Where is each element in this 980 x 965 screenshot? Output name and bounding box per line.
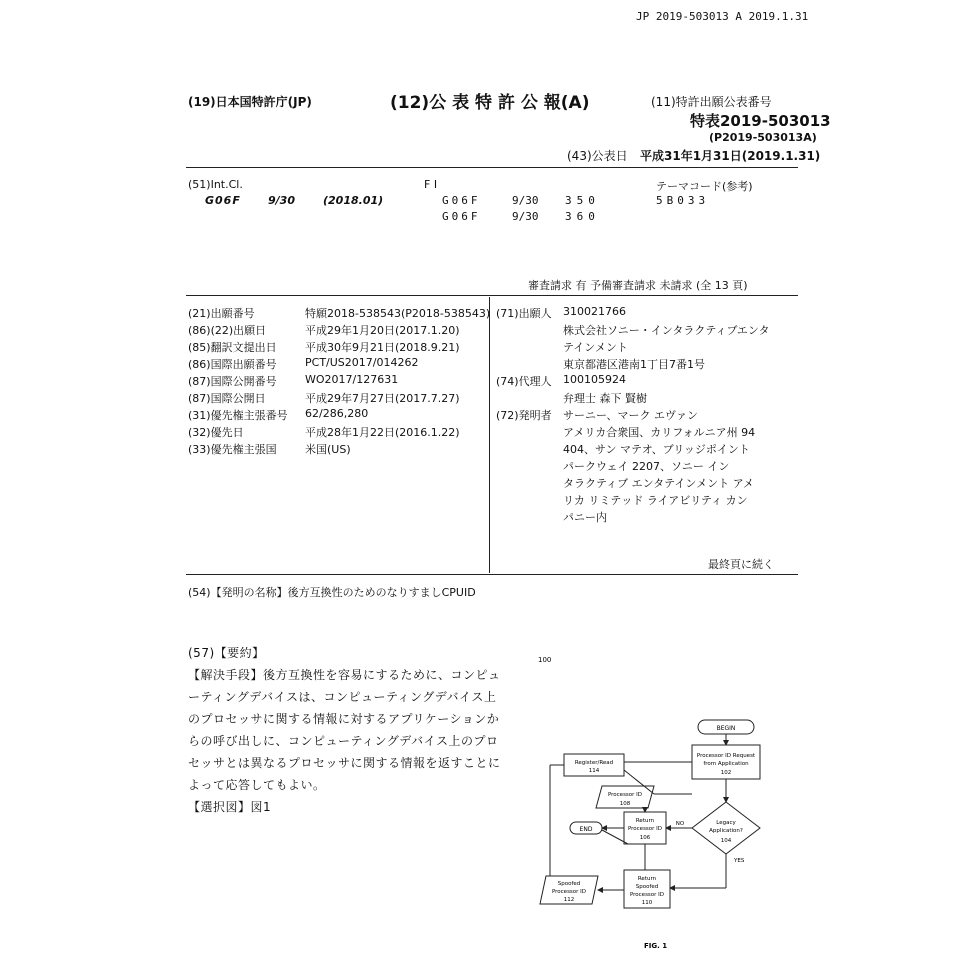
svg-text:104: 104 bbox=[720, 838, 732, 844]
svg-text:110: 110 bbox=[641, 900, 653, 906]
inventor-line: タラクティブ エンタテインメント アメ bbox=[563, 477, 754, 490]
theme-code-label: テーマコード(参考) bbox=[656, 180, 753, 193]
abstract-figure-ref: 【選択図】図1 bbox=[188, 800, 272, 814]
continued-note: 最終頁に続く bbox=[708, 558, 774, 571]
intcl-version: (2018.01) bbox=[323, 194, 384, 207]
intcl-code: G06F bbox=[205, 194, 241, 207]
fi-label: F I bbox=[424, 178, 438, 191]
inventor-line: アメリカ合衆国、カリフォルニア州 94 bbox=[563, 426, 756, 439]
svg-text:102: 102 bbox=[720, 770, 732, 776]
svg-text:Application?: Application? bbox=[709, 828, 743, 834]
inventor-line: リカ リミテッド ライアビリティ カン bbox=[563, 494, 748, 507]
return-processor-id-box bbox=[624, 812, 666, 844]
bib-label: (86)(22)出願日 bbox=[188, 324, 267, 337]
theme-code: 5B033 bbox=[656, 194, 710, 207]
svg-text:from Application: from Application bbox=[703, 761, 749, 767]
bib-label: (85)翻訳文提出日 bbox=[188, 341, 277, 354]
abstract-line: ーティングデバイスは、コンピューティングデバイス上 bbox=[188, 690, 497, 704]
no-label: NO bbox=[675, 821, 685, 827]
bib-value: PCT/US2017/014262 bbox=[305, 356, 419, 369]
abstract-label: (57)【要約】 bbox=[188, 646, 265, 660]
inventor-label: (72)発明者 bbox=[496, 409, 552, 422]
bib-label: (31)優先権主張番号 bbox=[188, 409, 288, 422]
fi-code: G06F bbox=[442, 194, 481, 207]
svg-text:108: 108 bbox=[619, 801, 631, 807]
bib-value: 平成29年1月20日(2017.1.20) bbox=[305, 324, 460, 337]
svg-text:Processor ID: Processor ID bbox=[551, 889, 587, 895]
svg-text:Processor ID: Processor ID bbox=[627, 826, 663, 832]
publication-date-label: (43)公表日 bbox=[567, 149, 628, 163]
bib-label: (87)国際公開番号 bbox=[188, 375, 277, 388]
yes-label: YES bbox=[734, 858, 745, 864]
divider-line bbox=[186, 295, 798, 296]
figure-caption: FIG. 1 bbox=[644, 942, 668, 950]
abstract-line: らの呼び出しに、コンピューティングデバイス上のプロ bbox=[188, 734, 499, 748]
divider-line bbox=[186, 574, 798, 575]
svg-text:Return: Return bbox=[637, 876, 657, 882]
applicant-line: 株式会社ソニー・インタラクティブエンタ bbox=[563, 324, 770, 337]
svg-text:Legacy: Legacy bbox=[716, 820, 736, 826]
bib-label: (21)出願番号 bbox=[188, 307, 255, 320]
patent-office: (19)日本国特許庁(JP) bbox=[188, 95, 312, 109]
bib-label: (86)国際出願番号 bbox=[188, 358, 277, 371]
svg-text:END: END bbox=[579, 826, 593, 833]
bib-value: 平成30年9月21日(2018.9.21) bbox=[305, 341, 460, 354]
end-terminal bbox=[570, 822, 602, 834]
inventor-line: パークウェイ 2207、ソニー イン bbox=[563, 460, 730, 473]
decision-diamond bbox=[692, 802, 760, 854]
agent-line: 弁理士 森下 賢樹 bbox=[563, 392, 647, 405]
column-divider bbox=[489, 297, 490, 573]
svg-text:106: 106 bbox=[639, 835, 651, 841]
abstract-line: よって応答してもよい。 bbox=[188, 778, 326, 792]
fi-sub: 360 bbox=[565, 210, 600, 223]
return-spoofed-box bbox=[624, 870, 670, 908]
svg-text:Processor ID: Processor ID bbox=[629, 892, 665, 898]
intcl-label: (51)Int.Cl. bbox=[188, 178, 243, 191]
publication-number: 特表2019-503013 bbox=[690, 112, 831, 130]
bib-label: (33)優先権主張国 bbox=[188, 443, 277, 456]
inventor-line: パニー内 bbox=[563, 511, 607, 524]
spoofed-processor-id-data bbox=[540, 876, 598, 904]
svg-text:Return: Return bbox=[635, 818, 655, 824]
begin-terminal bbox=[698, 720, 754, 734]
svg-text:BEGIN: BEGIN bbox=[716, 725, 736, 732]
fi-group: 9/30 bbox=[512, 194, 539, 207]
svg-text:Processor ID Request: Processor ID Request bbox=[696, 753, 756, 759]
svg-text:114: 114 bbox=[588, 768, 600, 774]
publication-date: 平成31年1月31日(2019.1.31) bbox=[640, 149, 821, 163]
examination-status: 審査請求 有 予備審査請求 未請求 (全 13 頁) bbox=[528, 279, 748, 292]
publication-sub-number: (P2019-503013A) bbox=[709, 131, 817, 144]
bib-value: 米国(US) bbox=[305, 443, 351, 456]
figure-ref-number: 100 bbox=[538, 656, 552, 664]
fi-group: 9/30 bbox=[512, 210, 539, 223]
abstract-line: セッサとは異なるプロセッサに関する情報を返すことに bbox=[188, 756, 501, 770]
applicant-line: 東京都港区港南1丁目7番1号 bbox=[563, 358, 705, 371]
fi-code: G06F bbox=[442, 210, 481, 223]
invention-title: (54)【発明の名称】後方互換性のためのなりすましCPUID bbox=[188, 586, 476, 599]
bib-value: 平成29年7月27日(2017.7.27) bbox=[305, 392, 460, 405]
svg-text:Spoofed: Spoofed bbox=[635, 884, 659, 890]
inventor-line: 404、サン マテオ、ブリッジポイント bbox=[563, 443, 750, 456]
bib-value: 62/286,280 bbox=[305, 407, 369, 420]
agent-line: 100105924 bbox=[563, 373, 626, 386]
applicant-line: 310021766 bbox=[563, 305, 626, 318]
top-reference: JP 2019-503013 A 2019.1.31 bbox=[636, 10, 809, 23]
svg-text:112: 112 bbox=[563, 897, 575, 903]
request-box bbox=[692, 745, 760, 779]
processor-id-data bbox=[596, 786, 654, 808]
publication-number-label: (11)特許出願公表番号 bbox=[651, 95, 772, 109]
applicant-line: テインメント bbox=[563, 341, 628, 354]
bib-label: (87)国際公開日 bbox=[188, 392, 266, 405]
flowchart-figure bbox=[520, 650, 800, 955]
svg-text:Spoofed: Spoofed bbox=[557, 881, 581, 887]
svg-text:Processor ID: Processor ID bbox=[607, 792, 643, 798]
abstract-line: 【解決手段】後方互換性を容易にするために、コンピュ bbox=[188, 668, 501, 682]
bib-value: 特願2018-538543(P2018-538543) bbox=[305, 307, 491, 320]
bib-label: (32)優先日 bbox=[188, 426, 244, 439]
abstract-line: のプロセッサに関する情報に対するアプリケーションか bbox=[188, 712, 500, 726]
inventor-line: サーニー、マーク エヴァン bbox=[563, 409, 698, 422]
fi-sub: 350 bbox=[565, 194, 600, 207]
register-read-box bbox=[564, 754, 624, 776]
bib-value: 平成28年1月22日(2016.1.22) bbox=[305, 426, 460, 439]
bib-value: WO2017/127631 bbox=[305, 373, 399, 386]
publication-type: (12)公 表 特 許 公 報(A) bbox=[390, 93, 590, 113]
divider-line bbox=[186, 167, 798, 168]
applicant-label: (71)出願人 bbox=[496, 307, 552, 320]
intcl-group: 9/30 bbox=[268, 194, 295, 207]
agent-label: (74)代理人 bbox=[496, 375, 552, 388]
svg-text:Register/Read: Register/Read bbox=[574, 760, 614, 766]
